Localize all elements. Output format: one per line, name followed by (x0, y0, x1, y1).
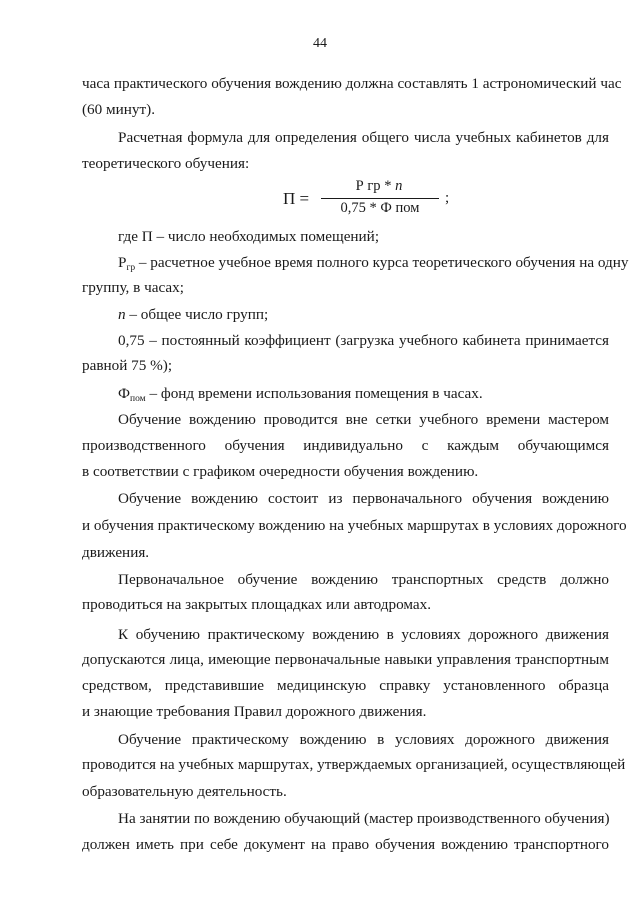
paragraph-5-line-2: проводиться на закрытых площадках или автодромах. (82, 596, 432, 613)
paragraph-8-line-1: На занятии по вождению обучающий (мастер производственного обучения) (118, 810, 610, 827)
definition-coefficient-line-1: 0,75 – постоянный коэффициент (загрузка учебного кабинета принимается (118, 332, 609, 349)
fraction-bar (321, 198, 439, 199)
definition-coefficient-line-2: равной 75 %); (82, 357, 173, 374)
definition-rgr-text: – расчетное учебное время полного курса теоретического обучения на одну (135, 254, 629, 271)
definition-rgr-line-1 (118, 254, 629, 277)
formula-lhs: П = (283, 189, 310, 208)
formula-denominator-a: 0,75 * Ф (340, 200, 396, 216)
paragraph-4-line-3: движения. (82, 544, 150, 561)
definition-fpom-subscript: пом (130, 394, 146, 404)
formula-denominator (321, 200, 439, 217)
paragraph-6-line-4: и знающие требования Правил дорожного движения. (82, 703, 427, 720)
paragraph-3-line-2: производственного обучения индивидуально с каждым обучающимся (82, 437, 609, 454)
definition-fpom (118, 385, 483, 408)
paragraph-6-line-1: К обучению практическому вождению в условиях дорожного движения (118, 626, 609, 643)
formula-semicolon: ; (445, 190, 450, 206)
paragraph-3-line-3: в соответствии с графиком очередности обучения вождению. (82, 463, 479, 480)
definition-n-symbol: n (118, 306, 126, 323)
formula-numerator-a: Р гр (355, 178, 381, 194)
formula-numerator-b: n (395, 178, 403, 194)
paragraph-1-line-2: (60 минут). (82, 101, 155, 118)
paragraph-3-line-1: Обучение вождению проводится вне сетки учебного времени мастером (118, 411, 609, 428)
paragraph-8-line-2: должен иметь при себе документ на право обучения вождению транспортного (82, 836, 609, 853)
definition-n (118, 306, 268, 324)
paragraph-4-line-2: и обучения практическому вождению на учебных маршрутах в условиях дорожного (82, 517, 627, 534)
definition-rgr-subscript: гр (126, 263, 136, 273)
definition-rgr-symbol: Р (118, 254, 127, 271)
paragraph-7-line-3: образовательную деятельность. (82, 783, 287, 800)
formula (283, 178, 463, 222)
paragraph-2-line-1: Расчетная формула для определения общего числа учебных кабинетов для (118, 129, 609, 146)
paragraph-6-line-2: допускаются лица, имеющие первоначальные навыки управления транспортным (82, 651, 609, 668)
paragraph-5-line-1: Первоначальное обучение вождению транспортных средств должно (118, 571, 609, 588)
page-number: 44 (313, 36, 327, 51)
paragraph-7-line-1: Обучение практическому вождению в условиях дорожного движения (118, 731, 609, 748)
formula-numerator (329, 178, 429, 195)
paragraph-2-line-2: теоретического обучения: (82, 155, 250, 172)
paragraph-7-line-2: проводится на учебных маршрутах, утверждаемых организацией, осуществляющей (82, 756, 626, 773)
paragraph-4-line-1: Обучение вождению состоит из первоначального обучения вождению (118, 490, 609, 507)
definition-fpom-symbol: Ф (118, 385, 130, 402)
formula-numerator-op: * (380, 178, 396, 194)
definition-p: где П – число необходимых помещений; (118, 228, 380, 245)
definition-rgr-line-2: группу, в часах; (82, 279, 184, 296)
definition-n-text: – общее число групп; (125, 306, 269, 323)
definition-fpom-text: – фонд времени использования помещения в часах. (145, 385, 483, 402)
formula-denominator-b: пом (395, 200, 420, 216)
paragraph-1-line-1: часа практического обучения вождению должна составлять 1 астрономический час (82, 75, 622, 92)
paragraph-6-line-3: средством, представившие медицинскую справку установленного образца (82, 677, 609, 694)
